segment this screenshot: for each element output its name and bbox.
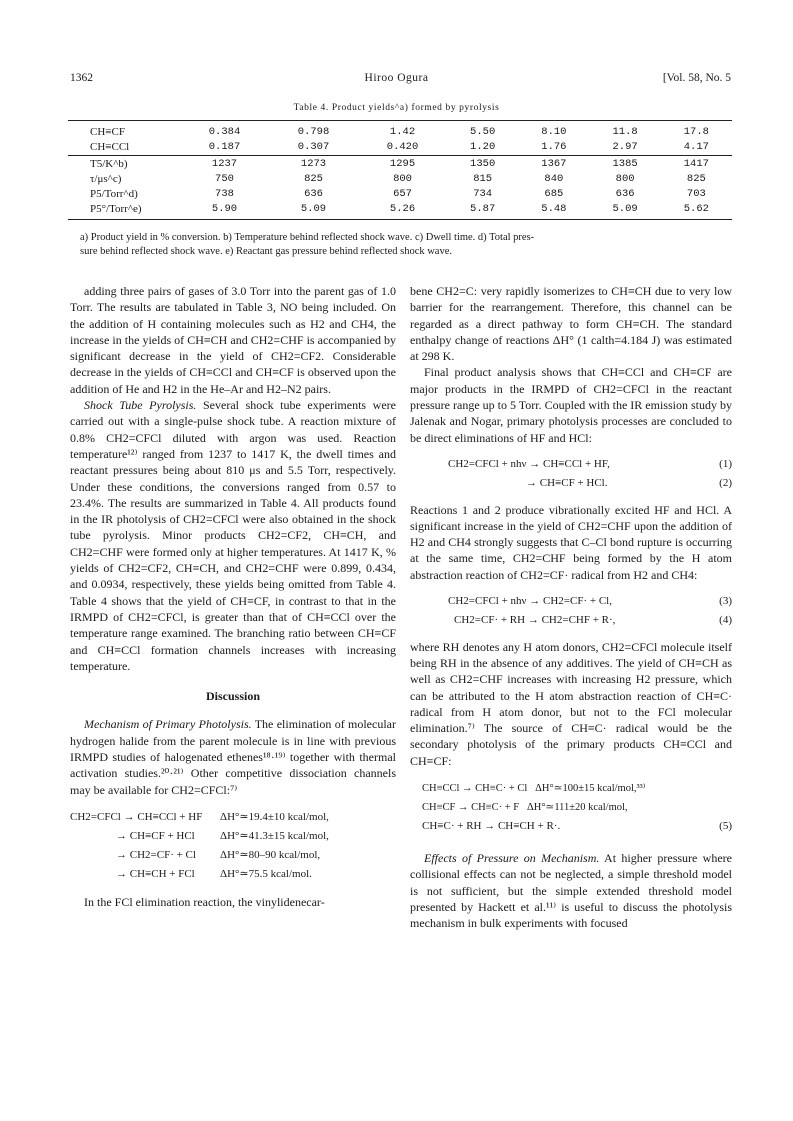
table-caption: Table 4. Product yields^a) formed by pyrolysis	[293, 103, 500, 113]
table-cell: 5.48	[518, 202, 589, 220]
equation-body: → CH≡CF + HCl.	[526, 477, 608, 490]
paragraph	[70, 397, 396, 674]
reaction-enthalpy: ΔH°≃19.4±10 kcal/mol,	[220, 810, 329, 823]
equation-number: (1)	[719, 457, 732, 470]
equation	[448, 456, 732, 472]
table-cell: 8.10	[518, 121, 589, 141]
table-cell: 1385	[589, 156, 660, 173]
paragraph: Reactions 1 and 2 produce vibrationally excited HF and HCl. A significant increase in the yield of CH2=CHF upon the addition of H2 and CH4 strongly suggests that C–Cl bond rupture is occurring at the same time, CH2=CHF being formed by the H atom abstraction reaction of CH2=CF· radical from H2 and CH4:	[410, 502, 732, 582]
table-cell: 636	[304, 188, 323, 200]
subsection-title: Mechanism of Primary Photolysis.	[84, 717, 252, 732]
table-cell: 815	[473, 173, 493, 185]
table-cell: 5.87	[447, 202, 518, 220]
table-cell: 1295	[358, 156, 447, 173]
right-column	[410, 283, 732, 932]
equation-number: (4)	[719, 614, 732, 627]
equation	[422, 798, 732, 817]
equation-body: CH2=CF· + RH → CH2=CHF + R·,	[454, 614, 616, 627]
table-cell: 840	[544, 173, 564, 185]
equation-body: CH2=CFCl + nhν → CH≡CCl + HF,	[448, 457, 610, 470]
equation-body: CH≡CCl → CH≡C· + Cl ΔH°≃100±15 kcal/mol,³³⁾	[422, 783, 646, 795]
reaction-enthalpy: ΔH°≃41.3±15 kcal/mol,	[220, 829, 329, 842]
equation-group	[410, 456, 732, 492]
table-cell: 17.8	[661, 121, 732, 141]
row-label: P5/Torr^d)	[90, 188, 138, 200]
footnote-line-1: a) Product yield in % conversion. b) Temperature behind reflected shock wave. c) Dwell time. d) Total pres-	[80, 232, 535, 243]
table-cell: 0.187	[208, 141, 241, 153]
table-cell: 800	[615, 173, 635, 185]
table-row	[68, 172, 732, 187]
table-cell: 5.09	[589, 202, 660, 220]
equation-body: CH≡C· + RH → CH≡CH + R·.	[422, 820, 561, 833]
paragraph-text: At higher pressure where collisional effects can not be neglected, a simple threshold model is not sufficient, but the simple extended threshold model presented by Hackett et al.¹¹⁾ is useful to discuss the photolysis mechanism in bulk experiments with focused	[410, 851, 732, 931]
table-cell: 825	[304, 173, 323, 185]
equation-number: (3)	[719, 595, 732, 608]
table-row	[68, 156, 732, 173]
row-label: τ/μs^c)	[90, 173, 122, 185]
table-footnotes	[80, 231, 730, 259]
paragraph: In the FCl elimination reaction, the vinylidenecar-	[84, 894, 325, 909]
table-cell: 1367	[518, 156, 589, 173]
reaction-enthalpy: ΔH°≃75.5 kcal/mol.	[220, 867, 312, 880]
table-cell: 1417	[661, 156, 732, 173]
table-cell: 657	[393, 188, 412, 200]
table-cell: 734	[473, 188, 493, 200]
table-cell: 0.307	[297, 141, 330, 153]
left-column	[70, 283, 396, 910]
row-label: P5°/Torr^e)	[68, 202, 180, 220]
page-number: 1362	[70, 72, 93, 84]
product-yields-table	[68, 120, 732, 220]
equation	[448, 593, 732, 609]
paragraph	[410, 850, 732, 931]
paragraph-text: The elimination of molecular hydrogen halide from the parent molecule is in line with previous IRMPD studies of halogenated ethenes¹⁸·¹⁹⁾ together with thermal activation studies.²⁰·²¹⁾ Other competitive dissociation channels may be available for CH2=CFCl:⁷⁾	[70, 717, 396, 797]
row-label: T5/K^b)	[68, 156, 180, 173]
table-cell: 2.97	[612, 141, 638, 153]
table-row	[68, 140, 732, 156]
reaction-lhs: CH2=CFCl → CH≡CCl + HF	[70, 810, 203, 823]
equation	[448, 612, 732, 628]
equation-group	[410, 593, 732, 629]
table-cell: 825	[686, 173, 706, 185]
table-cell: 5.90	[180, 202, 269, 220]
table-cell: 1.42	[358, 121, 447, 141]
paragraph: where RH denotes any H atom donors, CH2=CFCl molecule itself being RH in the absence of any additives. The yield of CH≡CH as well as CH2=CHF increases with increasing H2 pressure, which can be attributed to the H atom abstraction reaction of CH≡C· radical from H atom donor, but not to the FCl molecular elimination.⁷⁾ The source of CH≡C· radical would be the secondary photolysis of the primary products CH≡CCl and CH≡CF:	[410, 639, 732, 768]
equation-body: CH2=CFCl + nhν → CH2=CF· + Cl,	[448, 595, 612, 608]
volume-info: [Vol. 58, No. 5	[662, 72, 731, 84]
equation	[448, 475, 732, 491]
reaction-list	[70, 808, 396, 884]
footnote-line-2: sure behind reflected shock wave. e) Reactant gas pressure behind reflected shock wave.	[80, 246, 453, 257]
table-cell: 5.09	[269, 202, 358, 220]
table-cell: 5.50	[447, 121, 518, 141]
table-cell: 800	[393, 173, 412, 185]
table-cell: 685	[544, 188, 564, 200]
reaction-lhs: → CH≡CF + HCl	[116, 829, 195, 842]
paragraph-text: Several shock tube experiments were carried out with a single-pulse shock tube. A reaction mixture of 0.8% CH2=CFCl diluted with argon was used. Reaction temperature¹²⁾ ranged from 1237 to 1417 K, the dwell times and reactant pressures being about 810 μs and 5.5 Torr, respectively. Under these conditions, the conversions ranged from 0.57 to 23.4%. The results are summarized in Table 4. All products found in the IR photolysis of CH2=CFCl were also obtained in the shock tube pyrolysis. Minor products CH2=CF2, CH≡CH, and CH2=CHF were formed only at higher temperatures. At 1417 K, % yields of CH2=CF2, CH≡CH, and CH2=CHF were 0.899, 0.434, and 0.0934, respectively, these yields being omitted from Table 4. Table 4 shows that the yield of CH≡CF, in contrast to that in the IRMPD of CH2=CFCl, is greater than that of CH≡CCl over the temperature range examined. The branching ratio between CH≡CF and CH≡CCl formation channels increases with increasing temperature.	[70, 398, 396, 673]
table-cell: 4.17	[683, 141, 709, 153]
table-cell: 1273	[269, 156, 358, 173]
paragraph: bene CH2=C: very rapidly isomerizes to CH≡CH due to very low barrier for the rearrangement. Therefore, this channel can be regarded as a direct pathway to form CH≡CH. The standard enthalpy change of reactions ΔH° (1 calth=4.184 J) was estimated at 298 K.	[410, 284, 732, 364]
subsection-title: Shock Tube Pyrolysis.	[84, 398, 197, 413]
table-cell: 0.798	[269, 121, 358, 141]
table-cell: 5.26	[358, 202, 447, 220]
table-cell: 1237	[180, 156, 269, 173]
row-label: CH≡CCl	[90, 141, 130, 153]
reaction-lhs: → CH2=CF· + Cl	[116, 848, 196, 861]
table-cell: 636	[615, 188, 635, 200]
table-cell: 1350	[447, 156, 518, 173]
table-cell: 1.20	[470, 141, 496, 153]
paragraph: Final product analysis shows that CH≡CCl and CH≡CF are major products in the IRMPD of CH2=CFCl in the reactant pressure range up to 5 Torr. Coupled with the IR emission study by Jalenak and Nogar, primary photolysis processes are concluded to be direct eliminations of HF and HCl:	[410, 365, 732, 445]
reaction-lhs: → CH≡CH + FCl	[116, 867, 195, 880]
table-cell: 703	[686, 188, 706, 200]
equation	[422, 779, 732, 798]
section-heading: Discussion	[205, 689, 261, 704]
table-cell: 738	[215, 188, 234, 200]
table-row	[68, 187, 732, 202]
table-cell: 5.62	[661, 202, 732, 220]
reaction-enthalpy: ΔH°≃80–90 kcal/mol,	[220, 848, 321, 861]
table-cell: 1.76	[541, 141, 567, 153]
paragraph: adding three pairs of gases of 3.0 Torr into the parent gas of 1.0 Torr. The results are tabulated in Table 3, NO being included. On the addition of H containing molecules such as H2 and CH4, the increase in the yields of CH≡CH and CH2=CHF is accompanied by significant decrease in the yield of CH2=CF2. Considerable decrease in the yields of CH≡CCl and CH≡CF is observed upon the addition of He and H2 in the He–Ar and H2–N2 pairs.	[70, 284, 396, 396]
table-cell: 750	[215, 173, 234, 185]
equation-group	[410, 779, 732, 836]
paragraph	[70, 716, 396, 797]
table-row	[68, 121, 732, 141]
running-author: Hiroo Ogura	[364, 72, 429, 84]
table-cell: 0.384	[180, 121, 269, 141]
row-label: CH≡CF	[68, 121, 180, 141]
equation-number: (2)	[719, 477, 732, 490]
equation-number: (5)	[719, 820, 732, 833]
table-cell: 11.8	[589, 121, 660, 141]
table-cell: 0.420	[386, 141, 419, 153]
equation-body: CH≡CF → CH≡C· + F ΔH°≃111±20 kcal/mol,	[422, 802, 628, 814]
table-row	[68, 202, 732, 220]
subsection-title: Effects of Pressure on Mechanism.	[424, 851, 600, 866]
equation	[422, 817, 732, 836]
